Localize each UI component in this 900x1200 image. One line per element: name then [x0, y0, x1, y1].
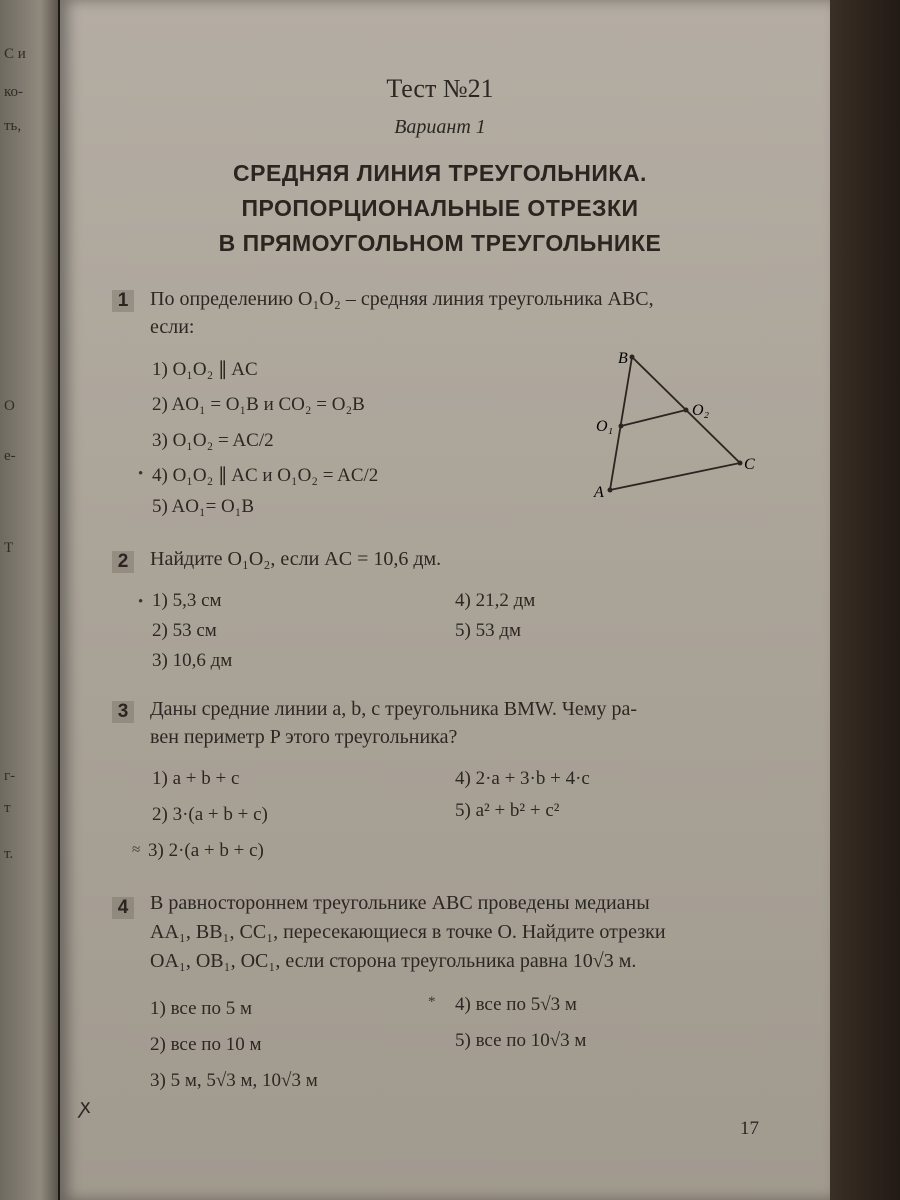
point-a — [608, 488, 613, 493]
label-b: B — [618, 350, 628, 367]
question-4-text-line-2: AA₁, BB₁, CC₁, пересекающиеся в точке O. Найдите отрезки — [150, 921, 666, 943]
question-4-option: 2) все по 10 м — [150, 1034, 262, 1055]
question-number-2: 2 — [112, 551, 134, 573]
label-c: C — [744, 456, 755, 473]
question-1-option: 3) O₁O₂ = AC/2 — [152, 430, 274, 451]
answer-mark: • — [138, 594, 144, 610]
question-4-text-line-1: В равностороннем треугольнике ABC проведены медианы — [150, 892, 650, 914]
question-1-option: 1) O₁O₂ ∥ AC — [152, 359, 258, 380]
adjacent-page-edge — [0, 0, 58, 1200]
point-o1 — [619, 424, 624, 429]
label-a: A — [594, 484, 604, 501]
page-number: 17 — [740, 1118, 759, 1139]
question-4-option: 4) все по 5√3 м — [455, 994, 577, 1015]
question-4-option: 1) все по 5 м — [150, 998, 252, 1019]
question-2-option: 5) 53 дм — [455, 620, 522, 641]
left-page-fragment: г- — [4, 768, 16, 784]
left-page-fragment: е- — [4, 448, 16, 464]
question-1-option: 4) O₁O₂ ∥ AC и O₁O₂ = AC/2 — [152, 465, 379, 486]
question-2-option: 1) 5,3 см — [152, 590, 222, 611]
question-3-option: 4) 2·a + 3·b + 4·c — [455, 768, 590, 789]
topic-heading-line-3: В ПРЯМОУГОЛЬНОМ ТРЕУГОЛЬНИКЕ — [218, 230, 662, 256]
question-number-1: 1 — [112, 290, 134, 312]
question-2-text: Найдите O₁O₂, если AC = 10,6 дм. — [150, 548, 442, 570]
answer-mark: * — [428, 994, 436, 1010]
triangle-figure — [580, 345, 780, 510]
question-3-option: 1) a + b + c — [152, 768, 240, 789]
question-4-text-line-3: OA₁, OB₁, OC₁, если сторона треугольника равна 10√3 м. — [150, 950, 637, 972]
question-2-option: 4) 21,2 дм — [455, 590, 536, 611]
topic-heading-line-1: СРЕДНЯЯ ЛИНИЯ ТРЕУГОЛЬНИКА. — [233, 160, 647, 186]
topic-heading-line-2: ПРОПОРЦИОНАЛЬНЫЕ ОТРЕЗКИ — [241, 195, 639, 221]
answer-mark: ≈ — [132, 842, 141, 858]
question-1-option: 2) AO₁ = O₁B и CO₂ = O₂B — [152, 394, 365, 415]
left-page-fragment: O — [4, 398, 15, 414]
midline-o1o2 — [621, 410, 686, 426]
question-4-option: 5) все по 10√3 м — [455, 1030, 587, 1051]
question-3-text-line-1: Даны средние линии a, b, c треугольника BMW. Чему ра- — [150, 698, 637, 720]
question-1-text-line-2: если: — [150, 316, 195, 338]
question-3-option: 3) 2·(a + b + c) — [148, 840, 264, 861]
point-c — [738, 461, 743, 466]
test-title: Тест №21 — [386, 74, 494, 103]
question-1-option: 5) AO₁= O₁B — [152, 496, 255, 517]
question-number-4: 4 — [112, 897, 134, 919]
question-number-3: 3 — [112, 701, 134, 723]
left-page-fragment: Т — [4, 540, 14, 556]
label-o1: O₁ — [596, 418, 614, 435]
label-o2: O₂ — [692, 402, 710, 419]
question-3-text-line-2: вен периметр P этого треугольника? — [150, 726, 458, 748]
left-page-fragment: ко- — [4, 84, 24, 100]
point-b — [630, 355, 635, 360]
left-page-fragment: т. — [4, 846, 14, 862]
margin-mark: ꭗ — [80, 1096, 91, 1118]
left-page-fragment: ть, — [4, 118, 22, 134]
question-1-text-line-1: По определению O₁O₂ – средняя линия треугольника ABC, — [150, 288, 654, 310]
point-o2 — [684, 408, 689, 413]
answer-mark: • — [138, 466, 144, 482]
question-3-option: 2) 3·(a + b + c) — [152, 804, 268, 825]
question-2-option: 3) 10,6 дм — [152, 650, 233, 671]
question-2-option: 2) 53 см — [152, 620, 217, 641]
left-page-fragment: С и — [4, 46, 26, 62]
variant-label: Вариант 1 — [394, 116, 486, 138]
background-edge — [830, 0, 900, 1200]
question-4-option: 3) 5 м, 5√3 м, 10√3 м — [150, 1070, 318, 1091]
left-page-fragment: т — [4, 800, 11, 816]
question-3-option: 5) a² + b² + c² — [455, 800, 560, 821]
